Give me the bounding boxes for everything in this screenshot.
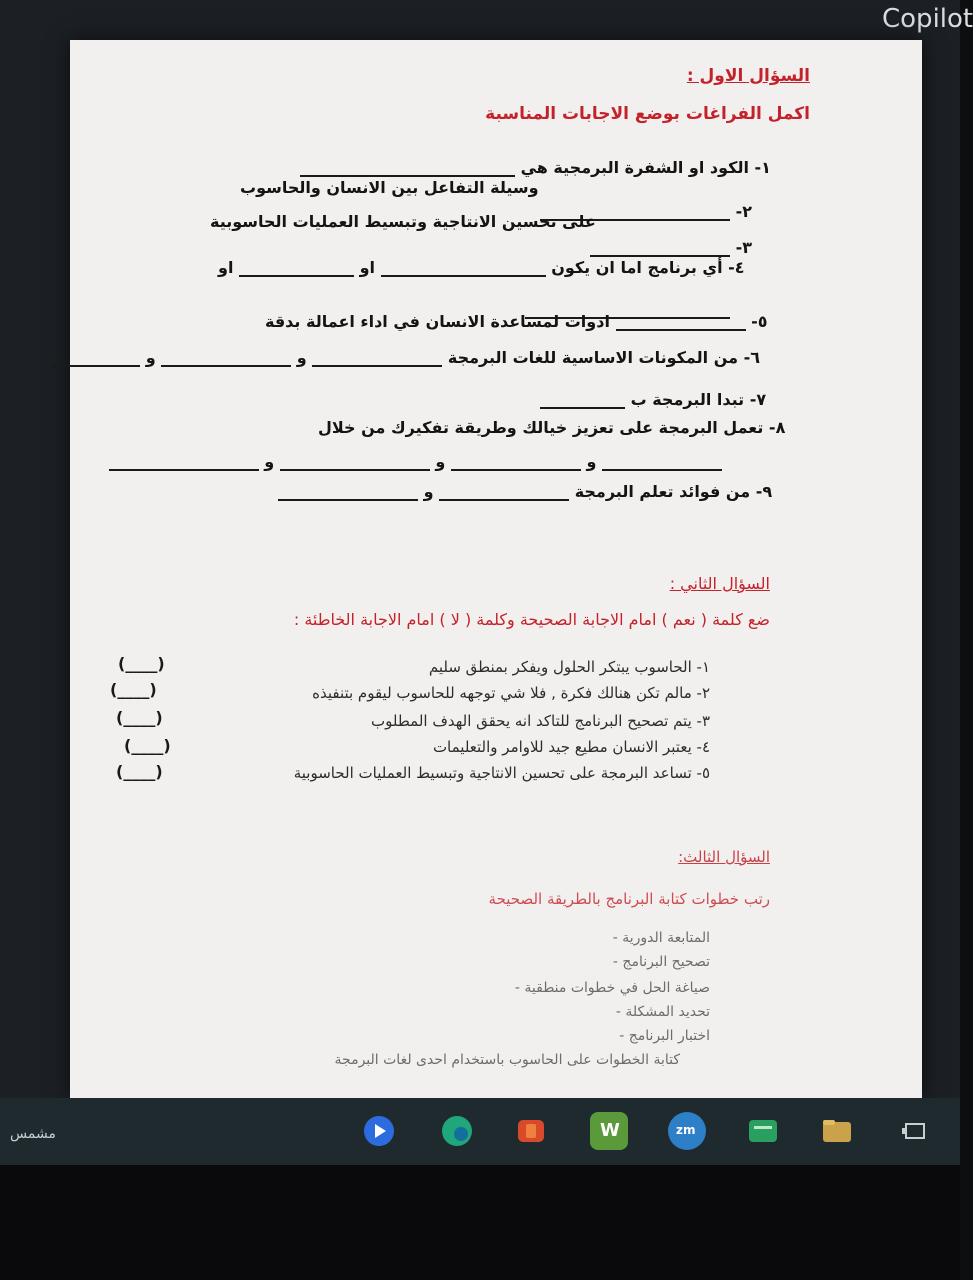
- q2-answer-box-4: (____): [124, 736, 171, 755]
- blank-line: [381, 274, 546, 277]
- blank-line: [52, 364, 140, 367]
- blank-line: [439, 498, 569, 501]
- q3-step-4: تحديد المشكلة -: [615, 1004, 710, 1020]
- q1-item-4-text: ٤- أي برنامج اما ان يكون: [551, 258, 745, 277]
- q2-item-3: ٣- يتم تصحيح البرنامج للتاكد انه يحقق الهدف المطلوب: [371, 712, 710, 730]
- blank-line: [161, 364, 291, 367]
- and-word: و: [423, 482, 434, 501]
- edge-browser-icon[interactable]: [438, 1112, 476, 1150]
- q1-item-2-number: ٢-: [735, 202, 752, 221]
- blank-line: [451, 468, 581, 471]
- zoom-icon[interactable]: [668, 1112, 706, 1150]
- office-app-icon[interactable]: [512, 1112, 550, 1150]
- and-word: و: [264, 452, 275, 471]
- blank-line: [312, 364, 442, 367]
- q1-item-7-text: ٧- تبدا البرمجة ب: [630, 390, 767, 409]
- q1-item-8-blanks: [128, 452, 722, 471]
- q2-item-5: ٥- تساعد البرمجة على تحسين الانتاجية وتبسيط العمليات الحاسوبية: [293, 764, 710, 782]
- q2-answer-box-3: (____): [116, 708, 163, 727]
- blank-line: [109, 468, 259, 471]
- q3-step-5: اختبار البرنامج -: [619, 1028, 710, 1044]
- task-view-icon[interactable]: [896, 1112, 934, 1150]
- q3-step-2: تصحيح البرنامج -: [612, 954, 710, 970]
- q1-item-3-tail: على تحسين الانتاجية وتبسيط العمليات الحاسوبية: [210, 212, 596, 231]
- taskbar: [0, 1098, 960, 1165]
- chat-app-icon[interactable]: [744, 1112, 782, 1150]
- q2-item-4: ٤- يعتبر الانسان مطيع جيد للاوامر والتعليمات: [432, 738, 710, 756]
- q1-item-6-text: ٦- من المكونات الاساسية للغات البرمجة: [447, 348, 760, 367]
- copilot-label[interactable]: Copilot: [882, 4, 973, 34]
- blank-line: [278, 498, 418, 501]
- q3-step-1: المتابعة الدورية -: [612, 930, 710, 946]
- q1-item-9-text: ٩- من فوائد تعلم البرمجة: [574, 482, 773, 501]
- q1-item-6: [70, 348, 760, 367]
- question-1-instruction: اكمل الفراغات بوضع الاجابات المناسبة: [485, 104, 810, 124]
- and-word: و: [586, 452, 597, 471]
- blank-line: [616, 328, 746, 331]
- document-page: [70, 40, 922, 1098]
- and-word: و: [435, 452, 446, 471]
- blank-line: [590, 254, 730, 257]
- q3-step-3: صياغة الحل في خطوات منطقية -: [514, 980, 710, 996]
- q1-item-5: [265, 312, 768, 331]
- q1-item-8: ٨- تعمل البرمجة على تعزيز خيالك وطريقة تفكيرك من خلال: [318, 418, 786, 437]
- blank-line: [280, 468, 430, 471]
- question-1-title: السؤال الاول :: [686, 66, 810, 86]
- blank-line: [602, 468, 722, 471]
- and-word: و: [145, 348, 156, 367]
- question-2-title: السؤال الثاني :: [669, 574, 770, 593]
- q1-item-5-text: ادوات لمساعدة الانسان في اداء اعمالة بدقة: [265, 312, 610, 331]
- q2-answer-box-5: (____): [116, 762, 163, 781]
- q2-item-1: ١- الحاسوب يبتكر الحلول ويفكر بمنطق سليم: [428, 658, 710, 676]
- blank-line: [540, 406, 625, 409]
- q2-answer-box-2: (____): [110, 680, 157, 699]
- q2-answer-box-1: (____): [118, 654, 165, 673]
- or-word: او: [359, 258, 376, 277]
- or-word: او: [218, 258, 234, 277]
- q1-item-5-number: ٥-: [751, 312, 768, 331]
- weather-label[interactable]: مشمس: [10, 1126, 56, 1142]
- q3-step-6: كتابة الخطوات على الحاسوب باستخدام احدى لغات البرمجة: [334, 1052, 680, 1068]
- q2-item-2: ٢- مالم تكن هنالك فكرة , فلا شي توجهه للحاسوب ليقوم بتنفيذه: [312, 684, 710, 702]
- monitor-bezel: [0, 1165, 960, 1280]
- q1-item-4: [218, 258, 745, 277]
- word-label: W: [600, 1120, 620, 1141]
- q1-item-1: [300, 158, 771, 177]
- blank-line: [300, 174, 515, 177]
- q1-item-1-text: ١- الكود او الشفرة البرمجية هي: [520, 158, 771, 177]
- file-explorer-icon[interactable]: [818, 1112, 856, 1150]
- question-3-title: السؤال الثالث:: [678, 848, 770, 866]
- zoom-label: zm: [676, 1123, 696, 1137]
- video-editor-icon[interactable]: [360, 1112, 398, 1150]
- q1-item-2-tail: وسيلة التفاعل بين الانسان والحاسوب: [240, 178, 539, 197]
- q1-item-3: [590, 238, 752, 257]
- question-2-instruction: ضع كلمة ( نعم ) امام الاجابة الصحيحة وكلمة ( لا ) امام الاجابة الخاطئة :: [293, 610, 770, 629]
- q1-item-7: [540, 390, 766, 409]
- q1-item-9: [278, 482, 772, 501]
- word-icon[interactable]: [590, 1112, 628, 1150]
- blank-line: [239, 274, 354, 277]
- question-3-instruction: رتب خطوات كتابة البرنامج بالطريقة الصحيحة: [488, 890, 770, 908]
- q1-item-3-number: ٣-: [735, 238, 752, 257]
- and-word: و: [296, 348, 307, 367]
